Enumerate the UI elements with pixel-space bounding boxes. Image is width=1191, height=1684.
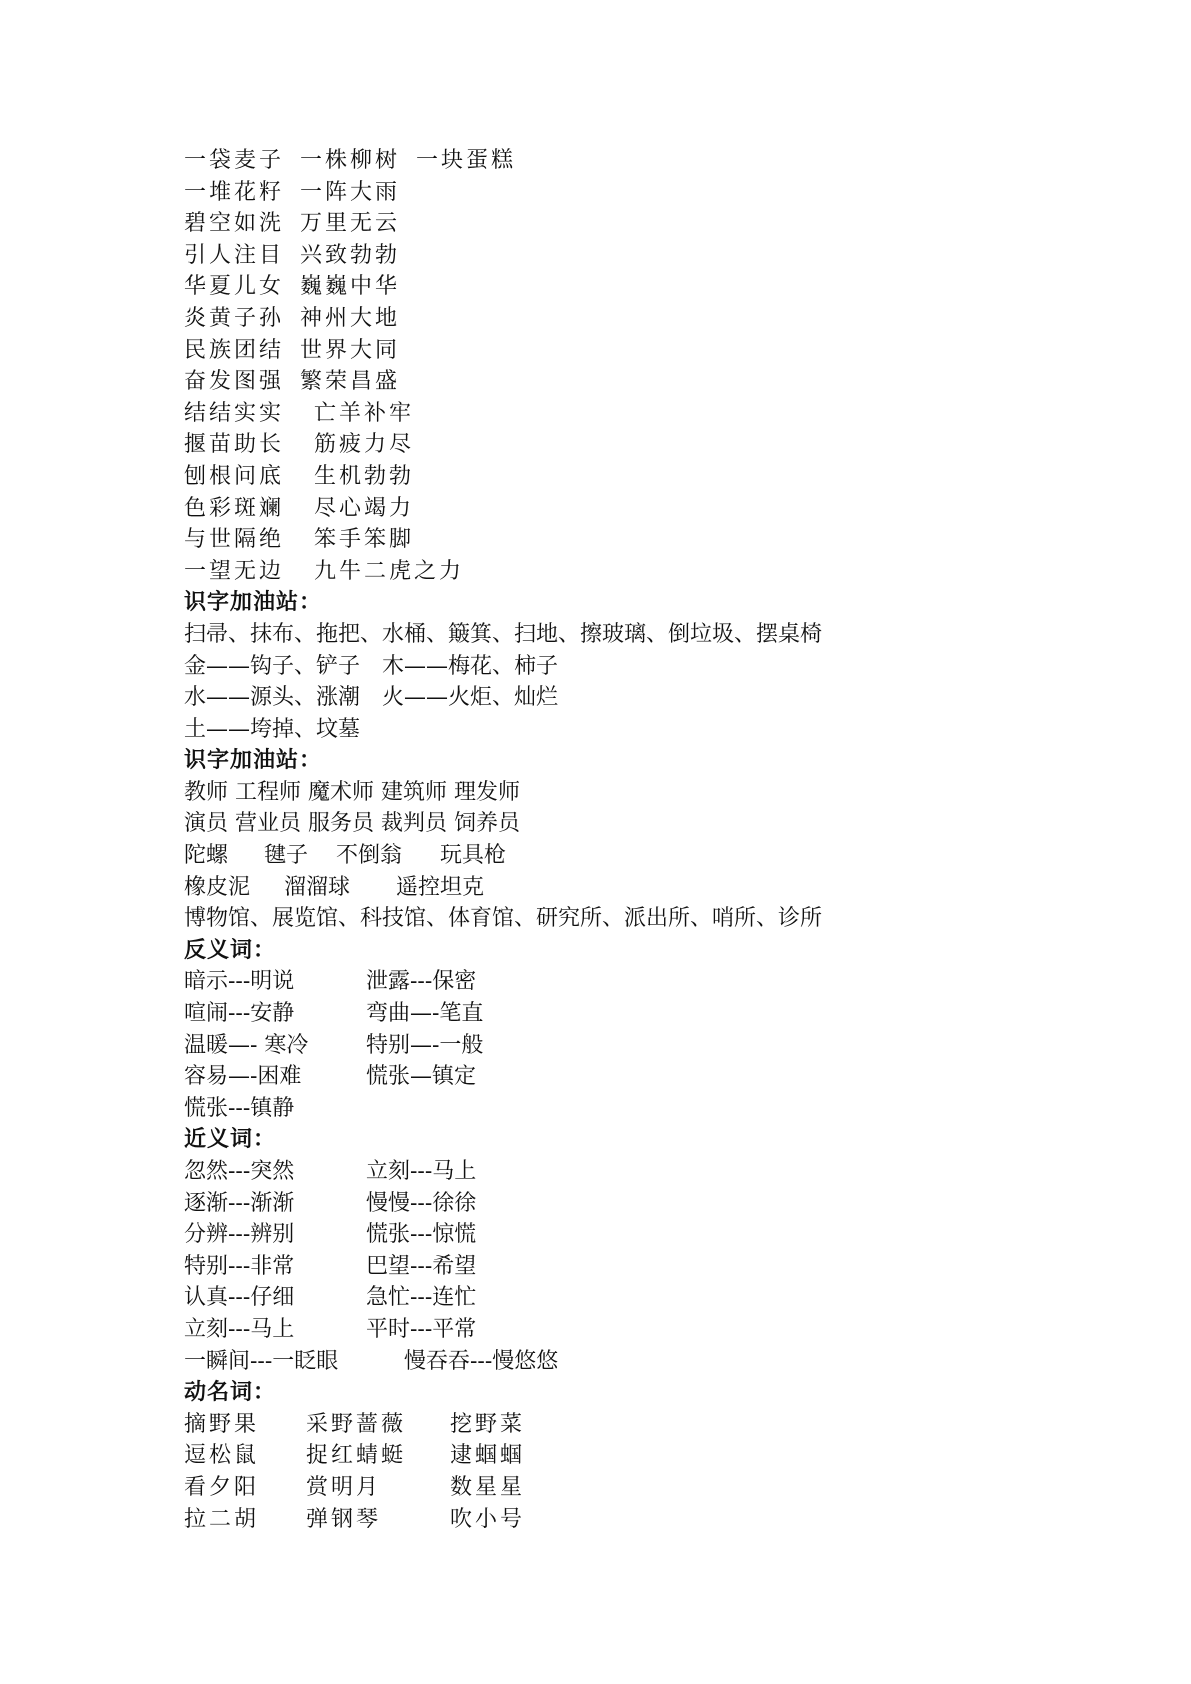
section-heading: 反义词：	[184, 937, 277, 963]
text-line	[184, 1188, 1084, 1220]
phrase: 陀螺	[184, 843, 229, 869]
phrase: 揠苗助长	[184, 432, 285, 458]
phrase: 色彩斑斓	[184, 495, 285, 521]
phrase: 数星星	[450, 1474, 526, 1500]
text-line	[184, 1219, 1084, 1251]
text-line	[184, 1030, 1084, 1062]
phrase: 摘野果	[184, 1411, 260, 1437]
text-line	[184, 1282, 1084, 1314]
text-line	[184, 1472, 1084, 1504]
phrase: 尽心竭力	[314, 495, 415, 521]
text-line	[184, 1061, 1084, 1093]
text-line	[184, 177, 1084, 209]
text-line: 土——垮掉、坟墓	[184, 716, 361, 742]
text-line	[184, 240, 1084, 272]
phrase: 引人注目	[184, 242, 285, 268]
text-line	[184, 1156, 1084, 1188]
phrase: 一阵大雨	[300, 179, 401, 205]
phrase: 世界大同	[300, 337, 401, 363]
text-line	[184, 335, 1084, 367]
phrase: 玩具枪	[440, 843, 507, 869]
word-pair: 急忙---连忙	[366, 1285, 477, 1311]
phrase: 九牛二虎之力	[314, 558, 465, 584]
phrase: 捉红蜻蜓	[306, 1443, 407, 1469]
phrase: 看夕阳	[184, 1474, 260, 1500]
text-line	[184, 1314, 1084, 1346]
word-pair: 容易—-困难	[184, 1064, 302, 1090]
text-line	[184, 840, 1084, 872]
phrase: 一株柳树	[300, 148, 401, 173]
word-pair: 一瞬间---一眨眼	[184, 1348, 339, 1374]
word-pair: 慌张---镇静	[184, 1095, 295, 1121]
phrase: 巍巍中华	[300, 274, 401, 300]
word-pair: 特别—-一般	[366, 1032, 484, 1058]
phrase: 碧空如洗	[184, 211, 285, 237]
text-line: 演员 营业员 服务员 裁判员 饲养员	[184, 811, 520, 837]
phrase: 神州大地	[300, 305, 401, 331]
phrase: 华夏儿女	[184, 274, 285, 300]
phrase: 万里无云	[300, 211, 401, 237]
word-pair: 逐渐---渐渐	[184, 1190, 295, 1216]
word-pair: 认真---仔细	[184, 1285, 295, 1311]
text-line	[184, 429, 1084, 461]
word-pair: 喧闹---安静	[184, 1001, 295, 1027]
text-line	[184, 1346, 1084, 1378]
phrase: 一块蛋糕	[416, 148, 517, 173]
text-line	[184, 461, 1084, 493]
document-page	[184, 145, 1084, 1535]
text-line	[184, 366, 1084, 398]
phrase: 拉二胡	[184, 1506, 260, 1532]
word-pair: 慢吞吞---慢悠悠	[404, 1348, 559, 1374]
phrase: 赏明月	[306, 1474, 382, 1500]
text-line	[184, 1440, 1084, 1472]
text-line	[184, 398, 1084, 430]
phrase: 一袋麦子	[184, 148, 285, 173]
phrase: 奋发图强	[184, 369, 285, 395]
text-line: 扫帚、抹布、拖把、水桶、簸箕、扫地、擦玻璃、倒垃圾、摆桌椅	[184, 621, 823, 647]
section-heading: 近义词：	[184, 1127, 277, 1153]
phrase: 笨手笨脚	[314, 527, 415, 553]
phrase: 结结实实	[184, 400, 285, 426]
text-line	[184, 872, 1084, 904]
phrase: 吹小号	[450, 1506, 526, 1532]
phrase: 一望无边	[184, 558, 285, 584]
word-pair: 慌张—镇定	[366, 1064, 477, 1090]
phrase: 亡羊补牢	[314, 400, 415, 426]
phrase: 繁荣昌盛	[300, 369, 401, 395]
word-pair: 慌张---惊慌	[366, 1222, 477, 1248]
phrase: 挖野菜	[450, 1411, 526, 1437]
text-line	[184, 966, 1084, 998]
phrase: 采野蔷薇	[306, 1411, 407, 1437]
word-pair: 特别---非常	[184, 1253, 295, 1279]
word-pair: 泄露---保密	[366, 969, 477, 995]
word-pair: 弯曲—-笔直	[366, 1001, 484, 1027]
text-line	[184, 271, 1084, 303]
text-line	[184, 303, 1084, 335]
text-line: 水——源头、涨潮 火——火炬、灿烂	[184, 685, 559, 711]
word-pair: 分辨---辨别	[184, 1222, 295, 1248]
text-line	[184, 1251, 1084, 1283]
phrase: 与世隔绝	[184, 527, 285, 553]
word-pair: 忽然---突然	[184, 1159, 295, 1184]
word-pair: 平时---平常	[366, 1316, 477, 1342]
text-line	[184, 493, 1084, 525]
phrase: 溜溜球	[284, 874, 351, 900]
phrase: 毽子	[264, 843, 309, 869]
word-pair: 暗示---明说	[184, 969, 295, 995]
phrase: 兴致勃勃	[300, 242, 401, 268]
text-line	[184, 998, 1084, 1030]
phrase: 逗松鼠	[184, 1443, 260, 1469]
phrase: 遥控坦克	[396, 874, 485, 900]
text-line	[184, 145, 1084, 177]
word-pair: 巴望---希望	[366, 1253, 477, 1279]
phrase: 不倒翁	[336, 843, 403, 869]
text-line	[184, 208, 1084, 240]
section-heading: 动名词：	[184, 1380, 277, 1406]
word-pair: 立刻---马上	[184, 1316, 295, 1342]
phrase: 刨根问底	[184, 463, 285, 489]
phrase: 橡皮泥	[184, 874, 251, 900]
phrase: 弹钢琴	[306, 1506, 382, 1532]
phrase: 民族团结	[184, 337, 285, 363]
text-line	[184, 1409, 1084, 1441]
text-line: 教师 工程师 魔术师 建筑师 理发师	[184, 779, 520, 805]
text-line: 博物馆、展览馆、科技馆、体育馆、研究所、派出所、哨所、诊所	[184, 906, 823, 932]
section-heading: 识字加油站：	[184, 590, 323, 616]
text-line	[184, 1504, 1084, 1536]
phrase: 生机勃勃	[314, 463, 415, 489]
word-pair: 温暖—- 寒冷	[184, 1032, 309, 1058]
text-line	[184, 1093, 1084, 1125]
text-line: 金——钩子、铲子 木——梅花、柿子	[184, 653, 559, 679]
text-line	[184, 524, 1084, 556]
phrase: 炎黄子孙	[184, 305, 285, 331]
phrase: 一堆花籽	[184, 179, 285, 205]
section-heading: 识字加油站：	[184, 748, 323, 774]
word-pair: 立刻---马上	[366, 1159, 477, 1184]
text-line	[184, 556, 1084, 588]
word-pair: 慢慢---徐徐	[366, 1190, 477, 1216]
phrase: 逮蝈蝈	[450, 1443, 526, 1469]
phrase: 筋疲力尽	[314, 432, 415, 458]
